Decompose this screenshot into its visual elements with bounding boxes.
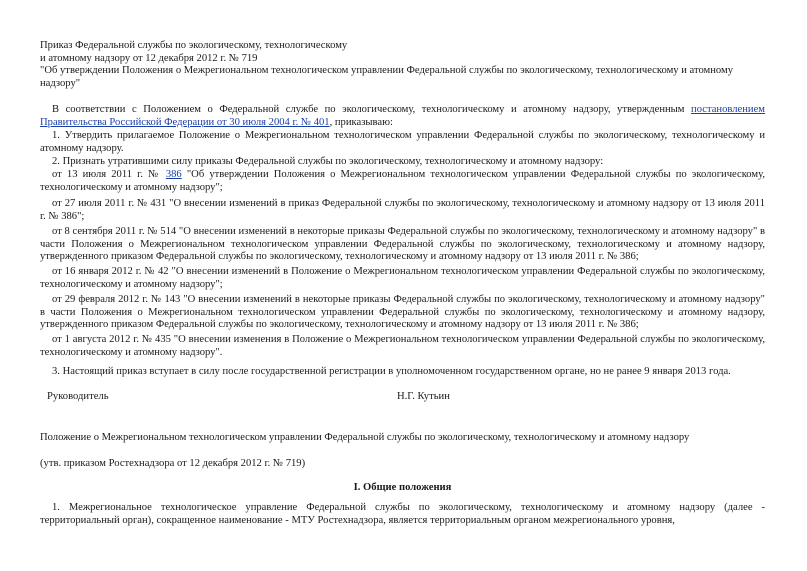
document-header	[40, 40, 765, 90]
government-decree-link[interactable]: постановлением Правительства Российской Федерации от 30 июля 2004 г. № 401	[40, 104, 765, 128]
header-line-2: и атомному надзору от 12 декабря 2012 г. № 719	[40, 52, 258, 64]
repealed-order-1-date: от 13 июля 2011 г. №	[52, 169, 166, 180]
repealed-order-1-title: "Об утверждении Положения о Межрегиональном технологическом управлении Федеральной службы по экологическому, технологическому и атомному надзору";	[40, 169, 765, 193]
regulation-paragraph-1: 1. Межрегиональное технологическое управление Федеральной службы по экологическому, технологическому и атомному надзору (далее - территориальный орган), сокращенное наименование - МТУ Ростехнадзора, является территориальным органом межрегионального уровня,	[40, 502, 765, 526]
preamble-text: В соответствии с Положением о Федеральной службе по экологическому, технологическому и атомному надзору, утвержденным	[52, 104, 692, 115]
header-line-1: Приказ Федеральной службы по экологическому, технологическому	[40, 40, 348, 51]
signature-name: Н.Г. Кутьин	[397, 391, 450, 402]
preamble-suffix: , приказываю:	[329, 116, 393, 128]
repealed-order-6: от 1 августа 2012 г. № 435 "О внесении изменения в Положение о Межрегиональном технологическом управлении Федеральной службы по экологическому, технологическому и атомному надзору".	[40, 334, 765, 358]
preamble	[40, 104, 765, 129]
item-2: 2. Признать утратившими силу приказы Федеральной службы по экологическому, технологическому и атомному надзору:	[52, 156, 604, 167]
signature-role: Руководитель	[47, 391, 109, 402]
item-3: 3. Настоящий приказ вступает в силу после государственной регистрации в уполномоченном государственном органе, но не ранее 9 января 2013 года.	[52, 366, 731, 377]
repealed-order-2: от 27 июля 2011 г. № 431 "О внесении изменений в приказ Федеральной службы по экологическому, технологическому и атомному надзору от 13 июля 2011 г. № 386";	[40, 198, 765, 222]
repealed-order-1	[40, 169, 765, 194]
section-heading: I. Общие положения	[353, 482, 452, 493]
signature-block	[47, 391, 767, 405]
order-title: "Об утверждении Положения о Межрегиональном технологическом управлении Федеральной службы по экологическому, технологическому и атомному надзору"	[40, 65, 734, 89]
repealed-order-3: от 8 сентября 2011 г. № 514 "О внесении изменений в некоторые приказы Федеральной службы по экологическому, технологическому и атомному надзору" в части Положения о Межрегиональном технологическом управлении Федеральной службы по экологическому, технологическому и атомному надзору, утвержденного приказом Федеральной службы по экологическому, технологическому и атомному надзору от 13 июля 2011 г. № 386;	[40, 226, 765, 263]
regulation-title: Положение о Межрегиональном технологическом управлении Федеральной службы по экологическому, технологическому и атомному надзору	[40, 432, 690, 443]
regulation-approval: (утв. приказом Ростехнадзора от 12 декабря 2012 г. № 719)	[40, 458, 306, 469]
order-386-link[interactable]: 386	[165, 169, 182, 180]
repealed-order-4: от 16 января 2012 г. № 42 "О внесении изменений в Положение о Межрегиональном технологическом управлении Федеральной службы по экологическому, технологическому и атомному надзору";	[40, 266, 765, 290]
item-1: 1. Утвердить прилагаемое Положение о Межрегиональном технологическом управлении Федеральной службы по экологическому, технологическому и атомному надзору.	[40, 130, 765, 154]
repealed-order-5: от 29 февраля 2012 г. № 143 "О внесении изменений в некоторые приказы Федеральной службы по экологическому, технологическому и атомному надзору" в части Положения о Межрегиональном технологическом управлении Федеральной службы по экологическому, технологическому и атомному надзору, утвержденного приказом Федеральной службы по экологическому, технологическому и атомному надзору от 13 июля 2011 г. № 386;	[40, 294, 765, 331]
